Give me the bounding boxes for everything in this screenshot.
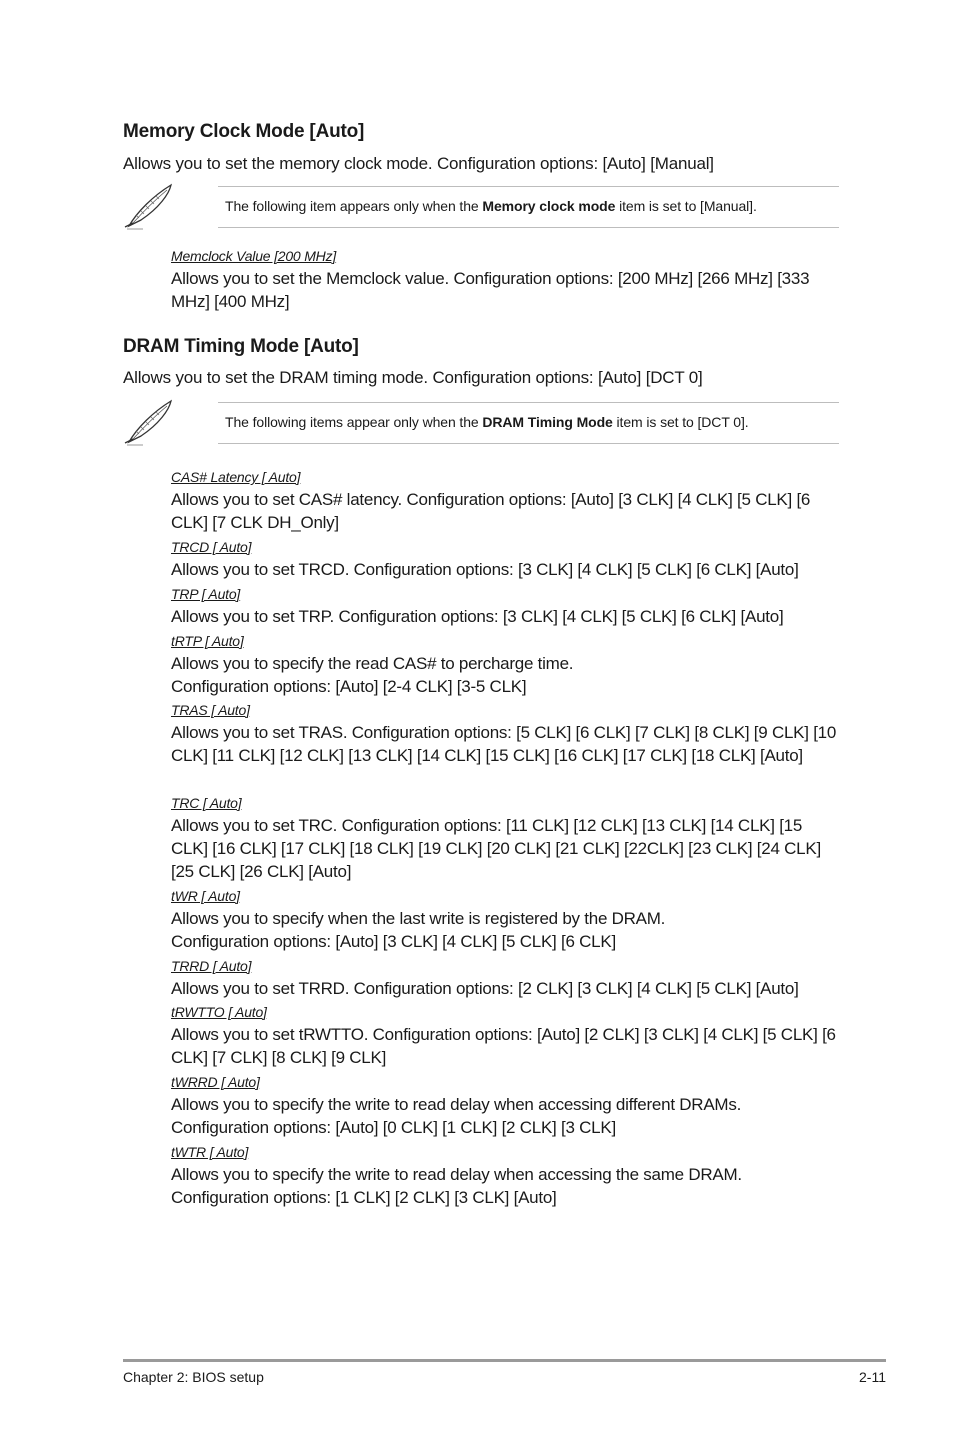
tras-description: Allows you to set TRAS. Configuration options: [5 CLK] [6 CLK] [7 CLK] [8 CLK] [9 CLK] [10 CLK] [11 CLK] [12 CLK] [13 CLK] [14 CLK] [15 CLK] [16 CLK] [17 CLK] [18 CLK] [Auto]	[171, 723, 837, 765]
tras-title: TRAS [ Auto]	[171, 702, 250, 718]
twr-item	[171, 888, 841, 953]
memory-clock-description: Allows you to set the memory clock mode. Configuration options: [Auto] [Manual]	[123, 154, 714, 173]
note-text: The following items appear only when the DRAM Timing Mode item is set to [DCT 0].	[225, 414, 749, 430]
trtp-description: Allows you to specify the read CAS# to percharge time.	[171, 654, 574, 673]
memclock-value-description: Allows you to set the Memclock value. Configuration options: [200 MHz] [266 MHz] [333 MHz] [400 MHz]	[171, 269, 810, 311]
trwtto-item	[171, 1004, 841, 1069]
trp-description: Allows you to set TRP. Configuration options: [3 CLK] [4 CLK] [5 CLK] [6 CLK] [Auto]	[171, 607, 784, 626]
tras-item	[171, 702, 841, 767]
dram-timing-description: Allows you to set the DRAM timing mode. Configuration options: [Auto] [DCT 0]	[123, 368, 703, 387]
memory-clock-note	[123, 182, 839, 238]
memory-clock-heading: Memory Clock Mode [Auto]	[123, 121, 365, 142]
trp-title: TRP [ Auto]	[171, 586, 241, 602]
footer-chapter: Chapter 2: BIOS setup	[123, 1369, 264, 1385]
twrrd-options: Configuration options: [Auto] [0 CLK] [1 CLK] [2 CLK] [3 CLK]	[171, 1118, 616, 1137]
twtr-item	[171, 1144, 841, 1209]
dram-timing-heading: DRAM Timing Mode [Auto]	[123, 336, 359, 357]
trwtto-description: Allows you to set tRWTTO. Configuration options: [Auto] [2 CLK] [3 CLK] [4 CLK] [5 CLK] [6 CLK] [7 CLK] [8 CLK] [9 CLK]	[171, 1025, 836, 1067]
dram-timing-note	[123, 398, 839, 454]
trtp-item	[171, 633, 841, 698]
footer-page-number: 2-11	[859, 1369, 886, 1385]
trrd-title: TRRD [ Auto]	[171, 958, 252, 974]
footer-divider	[123, 1359, 886, 1362]
trcd-item	[171, 539, 841, 581]
twtr-description: Allows you to specify the write to read delay when accessing the same DRAM.	[171, 1165, 742, 1184]
trwtto-title: tRWTTO [ Auto]	[171, 1004, 267, 1020]
twr-title: tWR [ Auto]	[171, 888, 240, 904]
trp-item	[171, 586, 841, 628]
trrd-description: Allows you to set TRRD. Configuration options: [2 CLK] [3 CLK] [4 CLK] [5 CLK] [Auto]	[171, 979, 799, 998]
pen-note-icon	[123, 398, 175, 446]
trrd-item	[171, 958, 841, 1000]
trtp-title: tRTP [ Auto]	[171, 633, 244, 649]
trc-description: Allows you to set TRC. Configuration options: [11 CLK] [12 CLK] [13 CLK] [14 CLK] [15 CLK] [16 CLK] [17 CLK] [18 CLK] [19 CLK] [20 CLK] [21 CLK] [22CLK] [23 CLK] [24 CLK] [25 CLK] [26 CLK] [Auto]	[171, 816, 821, 881]
note-text: The following item appears only when the Memory clock mode item is set to [Manual].	[225, 198, 757, 214]
trc-title: TRC [ Auto]	[171, 795, 242, 811]
cas-latency-item	[171, 469, 841, 534]
twtr-title: tWTR [ Auto]	[171, 1144, 249, 1160]
twr-options: Configuration options: [Auto] [3 CLK] [4 CLK] [5 CLK] [6 CLK]	[171, 932, 616, 951]
trcd-description: Allows you to set TRCD. Configuration options: [3 CLK] [4 CLK] [5 CLK] [6 CLK] [Auto]	[171, 560, 799, 579]
memclock-value-title: Memclock Value [200 MHz]	[171, 248, 337, 264]
memclock-value-item	[171, 248, 841, 313]
trc-item	[171, 795, 841, 883]
twrrd-title: tWRRD [ Auto]	[171, 1074, 260, 1090]
cas-latency-title: CAS# Latency [ Auto]	[171, 469, 301, 485]
cas-latency-description: Allows you to set CAS# latency. Configuration options: [Auto] [3 CLK] [4 CLK] [5 CLK] [6 CLK] [7 CLK DH_Only]	[171, 490, 811, 532]
note-box	[218, 186, 839, 228]
twtr-options: Configuration options: [1 CLK] [2 CLK] [3 CLK] [Auto]	[171, 1188, 557, 1207]
twrrd-item	[171, 1074, 841, 1139]
twrrd-description: Allows you to specify the write to read delay when accessing different DRAMs.	[171, 1095, 742, 1114]
trcd-title: TRCD [ Auto]	[171, 539, 252, 555]
twr-description: Allows you to specify when the last write is registered by the DRAM.	[171, 909, 666, 928]
trtp-options: Configuration options: [Auto] [2-4 CLK] [3-5 CLK]	[171, 677, 527, 696]
pen-note-icon	[123, 182, 175, 230]
note-box	[218, 402, 839, 444]
